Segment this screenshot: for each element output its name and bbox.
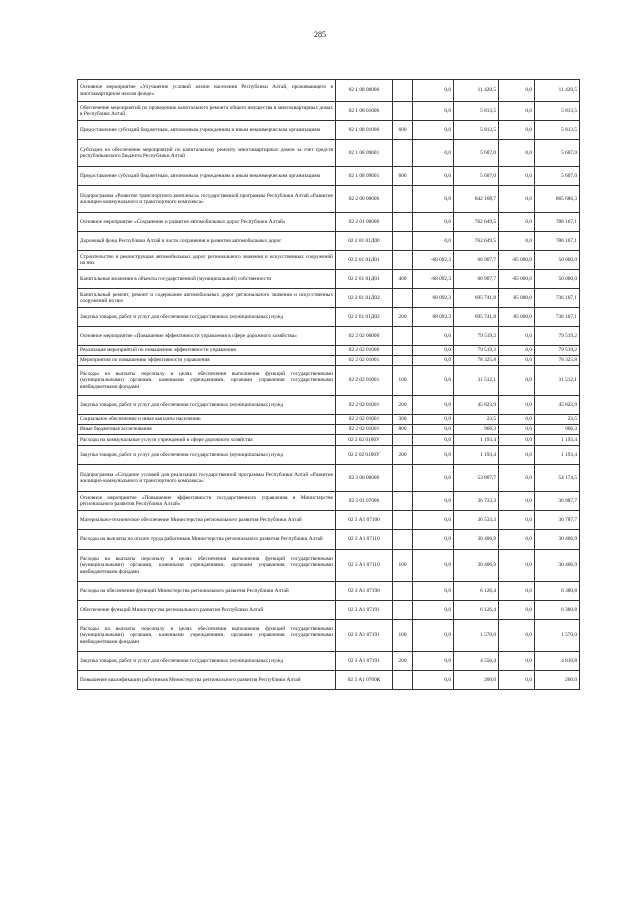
table-cell-change-1: 0,0 [413, 446, 454, 465]
table-cell-expense-type [393, 327, 413, 346]
table-cell-code: 02 2 02 01000 [336, 346, 393, 356]
table-cell-name: Реализация мероприятий по повышению эффективности управления [78, 346, 336, 356]
table-cell-amount-2: 5 607,0 [535, 140, 580, 167]
table-cell-expense-type: 200 [393, 396, 413, 415]
table-row [78, 308, 580, 327]
table-cell-amount-1: 4 556,4 [454, 652, 499, 671]
table-cell-amount-2: 5 813,5 [535, 102, 580, 121]
table-cell-amount-1: 842 168,7 [454, 186, 499, 213]
table-cell-change-1: 0,0 [413, 620, 454, 652]
table-cell-change-2: 0,0 [499, 186, 535, 213]
table-cell-amount-2: 736 167,1 [535, 289, 580, 308]
table-cell-expense-type: 300 [393, 415, 413, 425]
table-cell-change-1: 0,0 [413, 327, 454, 346]
table-cell-amount-1: 762 649,5 [454, 213, 499, 232]
table-cell-code: 02 3 А1 07191 [336, 652, 393, 671]
table-cell-amount-2: 45 823,9 [535, 396, 580, 415]
table-cell-amount-1: 1 570,0 [454, 620, 499, 652]
table-cell-amount-1: 6 126,4 [454, 601, 499, 620]
table-cell-expense-type [393, 213, 413, 232]
table-cell-amount-2: 6 380,8 [535, 582, 580, 601]
table-cell-amount-1: 5 813,5 [454, 121, 499, 140]
table-cell-name: Расходы на коммунальные услуги учреждений в сфере дорожного хозяйства [78, 435, 336, 446]
table-cell-code: 02 2 01 01Д00 [336, 232, 393, 251]
table-cell-expense-type [393, 80, 413, 102]
table-cell-name: Капитальный ремонт, ремонт и содержание автомобильных дорог регионального значения и искусственных сооружений на них [78, 289, 336, 308]
table-cell-change-1: 0,0 [413, 102, 454, 121]
table-cell-name: Подпрограмма «Создание условий для реализации государственной программы Республики Алтай «Развитие жилищно-коммунального и транспортного комплекса» [78, 465, 336, 492]
table-cell-change-2: 0,0 [499, 601, 535, 620]
table-cell-code: 02 2 01 01Д02 [336, 289, 393, 308]
table-cell-amount-2: 865 686,3 [535, 186, 580, 213]
table-cell-name: Основное мероприятие «Повышение эффективности управления в сфере дорожного хозяйства» [78, 327, 336, 346]
table-cell-change-1: 0,0 [413, 366, 454, 396]
table-cell-amount-1: 695 741,8 [454, 308, 499, 327]
table-cell-code: 02 1 08 00000 [336, 80, 393, 102]
table-cell-change-2: 0,0 [499, 213, 535, 232]
page-number: 285 [314, 30, 326, 39]
table-cell-change-2: 0,0 [499, 121, 535, 140]
table-row [78, 102, 580, 121]
table-cell-change-2: 0,0 [499, 671, 535, 690]
table-cell-amount-2: 50 000,0 [535, 270, 580, 289]
table-cell-code: 02 2 02 01001 [336, 415, 393, 425]
table-row [78, 492, 580, 511]
table-cell-amount-1: 79 519,2 [454, 346, 499, 356]
table-cell-expense-type: 100 [393, 620, 413, 652]
table-cell-change-2: 0,0 [499, 435, 535, 446]
table-cell-change-2: 0,0 [499, 492, 535, 511]
table-cell-code: 02 3 А1 07191 [336, 601, 393, 620]
table-cell-expense-type: 400 [393, 270, 413, 289]
table-cell-change-2: 0,0 [499, 232, 535, 251]
table-cell-change-2: 0,0 [499, 415, 535, 425]
table-row [78, 601, 580, 620]
table-cell-name: Расходы на обеспечение функций Министерства регионального развития Республики Алтай [78, 582, 336, 601]
table-cell-code: 02 2 01 01Д01 [336, 270, 393, 289]
table-cell-change-2: 0,0 [499, 167, 535, 186]
table-cell-amount-2: 4 810,8 [535, 652, 580, 671]
table-cell-change-1: 0,0 [413, 80, 454, 102]
table-cell-change-2: 0,0 [499, 366, 535, 396]
table-cell-code: 02 3 А1 0700К [336, 671, 393, 690]
table-cell-change-1: -68 092,3 [413, 251, 454, 270]
table-cell-expense-type [393, 492, 413, 511]
table-cell-name: Капитальные вложения в объекты государственной (муниципальной) собственности [78, 270, 336, 289]
table-cell-amount-2: 11 420,5 [535, 80, 580, 102]
table-cell-code: 02 2 01 00000 [336, 213, 393, 232]
table-cell-amount-2: 23,5 [535, 415, 580, 425]
table-row [78, 550, 580, 582]
table-cell-amount-1: 1 193,4 [454, 446, 499, 465]
table-row [78, 425, 580, 435]
table-cell-change-2: -85 000,0 [499, 270, 535, 289]
table-row [78, 366, 580, 396]
table-cell-change-2: 85 000,0 [499, 308, 535, 327]
table-cell-expense-type: 600 [393, 167, 413, 186]
table-row [78, 652, 580, 671]
table-cell-code: 02 3 А1 07191 [336, 620, 393, 652]
table-cell-expense-type: 600 [393, 121, 413, 140]
table-cell-amount-2: 1 570,0 [535, 620, 580, 652]
table-row [78, 511, 580, 530]
table-row [78, 289, 580, 308]
table-cell-expense-type [393, 102, 413, 121]
table-row [78, 465, 580, 492]
table-cell-change-1: 0,0 [413, 492, 454, 511]
table-cell-change-1: 0,0 [413, 346, 454, 356]
table-cell-expense-type [393, 186, 413, 213]
table-cell-change-2: 0,0 [499, 396, 535, 415]
table-row [78, 270, 580, 289]
table-cell-change-1: 68 092,3 [413, 308, 454, 327]
table-cell-expense-type [393, 671, 413, 690]
table-cell-amount-2: 30 406,9 [535, 530, 580, 550]
table-row [78, 186, 580, 213]
table-row [78, 530, 580, 550]
table-cell-code: 02 2 02 01001 [336, 356, 393, 366]
table-cell-code: 02 3 01 07000 [336, 492, 393, 511]
table-cell-amount-2: 736 167,1 [535, 308, 580, 327]
table-cell-amount-2: 79 519,2 [535, 327, 580, 346]
table-cell-amount-2: 200,0 [535, 671, 580, 690]
table-cell-change-2: 0,0 [499, 102, 535, 121]
table-cell-amount-2: 36 787,7 [535, 511, 580, 530]
table-cell-change-1: 0,0 [413, 582, 454, 601]
table-cell-change-2: 0,0 [499, 80, 535, 102]
table-cell-code: 02 2 02 0100У [336, 446, 393, 465]
table-cell-amount-2: 786 167,1 [535, 213, 580, 232]
table-cell-amount-2: 30 406,9 [535, 550, 580, 582]
table-row [78, 415, 580, 425]
table-row [78, 167, 580, 186]
table-cell-amount-1: 11 420,5 [454, 80, 499, 102]
table-cell-change-1: -68 092,3 [413, 270, 454, 289]
table-cell-change-2: 0,0 [499, 140, 535, 167]
table-row [78, 446, 580, 465]
table-cell-name: Социальное обеспечение и иные выплаты населению [78, 415, 336, 425]
table-cell-amount-2: 786 167,1 [535, 232, 580, 251]
table-cell-code: 02 1 08 09601 [336, 167, 393, 186]
table-cell-change-2: 0,0 [499, 511, 535, 530]
table-cell-change-2: 0,0 [499, 425, 535, 435]
table-row [78, 213, 580, 232]
table-cell-amount-2: 78 325,8 [535, 356, 580, 366]
table-row [78, 671, 580, 690]
table-cell-name: Закупка товаров, работ и услуг для обеспечения государственных (муниципальных) нужд [78, 396, 336, 415]
table-cell-name: Основное мероприятие «Улучшение условий жизни населения Республики Алтай, проживающего в многоквартирном жилом фонде» [78, 80, 336, 102]
table-cell-change-1: 0,0 [413, 167, 454, 186]
table-cell-expense-type [393, 251, 413, 270]
table-cell-change-2: 0,0 [499, 356, 535, 366]
table-cell-expense-type: 100 [393, 550, 413, 582]
table-cell-amount-1: 66 907,7 [454, 270, 499, 289]
table-cell-name: Закупка товаров, работ и услуг для обеспечения государственных (муниципальных) нужд [78, 446, 336, 465]
table-cell-change-1: 0,0 [413, 671, 454, 690]
table-cell-code: 02 2 00 00000 [336, 186, 393, 213]
table-cell-amount-2: 1 193,4 [535, 446, 580, 465]
table-cell-expense-type [393, 346, 413, 356]
table-cell-code: 02 3 А1 07190 [336, 582, 393, 601]
table-cell-expense-type: 800 [393, 425, 413, 435]
table-cell-amount-2: 50 000,0 [535, 251, 580, 270]
table-row [78, 356, 580, 366]
table-cell-change-1: 0,0 [413, 415, 454, 425]
table-cell-name: Основное мероприятие «Сохранение и развитие автомобильных дорог Республики Алтай» [78, 213, 336, 232]
budget-table [77, 79, 580, 690]
table-cell-change-1: 0,0 [413, 121, 454, 140]
table-cell-change-2: -85 000,0 [499, 251, 535, 270]
table-cell-amount-1: 23,5 [454, 415, 499, 425]
table-cell-change-1: 0,0 [413, 425, 454, 435]
table-cell-change-2: 0,0 [499, 465, 535, 492]
table-cell-name: Подпрограмма «Развитие транспортного комплекса» государственной программы Республики Алтай «Развитие жилищно-коммунального и транспортного комплекса» [78, 186, 336, 213]
table-cell-name: Повышение квалификации работников Министерства регионального развития Республики Алтай [78, 671, 336, 690]
table-cell-code: 02 2 01 01Д01 [336, 251, 393, 270]
table-cell-name: Закупка товаров, работ и услуг для обеспечения государственных (муниципальных) нужд [78, 308, 336, 327]
table-cell-change-2: 0,0 [499, 530, 535, 550]
table-cell-expense-type: 200 [393, 652, 413, 671]
table-cell-name: Дорожный фонд Республики Алтай в части сохранения и развития автомобильных дорог [78, 232, 336, 251]
table-cell-code: 02 3 00 00000 [336, 465, 393, 492]
table-cell-amount-1: 30 406,9 [454, 550, 499, 582]
table-cell-name: Обеспечение мероприятий по проведению капитального ремонта общего имущества в многоквартирных домах в Республике Алтай [78, 102, 336, 121]
table-cell-amount-2: 5 607,0 [535, 167, 580, 186]
table-cell-name: Субсидии на обеспечение мероприятий по капитальному ремонту многоквартирных домов за счет средств республиканского бюджета Республики Алтай [78, 140, 336, 167]
table-cell-expense-type [393, 140, 413, 167]
table-cell-amount-1: 5 607,0 [454, 167, 499, 186]
table-body [78, 80, 580, 690]
table-row [78, 140, 580, 167]
table-cell-expense-type: 200 [393, 308, 413, 327]
table-cell-code: 02 1 08 01000 [336, 121, 393, 140]
table-row [78, 620, 580, 652]
table-cell-name: Иные бюджетные ассигнования [78, 425, 336, 435]
table-cell-change-1: 0,0 [413, 435, 454, 446]
table-cell-amount-1: 45 823,9 [454, 396, 499, 415]
table-row [78, 346, 580, 356]
table-cell-expense-type: 200 [393, 446, 413, 465]
table-cell-amount-2: 6 380,8 [535, 601, 580, 620]
table-cell-amount-1: 66 907,7 [454, 251, 499, 270]
table-cell-amount-1: 30 406,9 [454, 530, 499, 550]
table-cell-change-2: 0,0 [499, 582, 535, 601]
table-cell-change-1: 0,0 [413, 213, 454, 232]
table-cell-name: Расходы на выплаты персоналу в целях обеспечения выполнения функций государственными (муниципальными) органами, казенными учреждениями, органами управления государственными внебюджетными фондами [78, 366, 336, 396]
table-row [78, 251, 580, 270]
table-cell-code: 02 3 А1 07100 [336, 511, 393, 530]
table-row [78, 435, 580, 446]
table-row [78, 121, 580, 140]
table-cell-change-1: 0,0 [413, 601, 454, 620]
table-cell-change-1: 0,0 [413, 550, 454, 582]
table-cell-expense-type [393, 232, 413, 251]
table-cell-amount-1: 6 126,4 [454, 582, 499, 601]
table-cell-amount-1: 695 741,8 [454, 289, 499, 308]
table-cell-change-2: 0,0 [499, 652, 535, 671]
table-row [78, 582, 580, 601]
table-cell-change-1: 0,0 [413, 186, 454, 213]
table-cell-change-1: 0,0 [413, 530, 454, 550]
table-cell-amount-1: 762 649,5 [454, 232, 499, 251]
table-cell-expense-type: 100 [393, 366, 413, 396]
table-cell-change-2: 85 000,0 [499, 289, 535, 308]
table-row [78, 396, 580, 415]
table-cell-expense-type [393, 289, 413, 308]
table-cell-name: Основное мероприятие «Повышение эффективности государственного управления в Министерстве регионального развития Республики Алтай» [78, 492, 336, 511]
table-cell-amount-1: 1 193,4 [454, 435, 499, 446]
table-cell-expense-type [393, 465, 413, 492]
table-cell-amount-2: 79 519,2 [535, 346, 580, 356]
table-cell-expense-type [393, 582, 413, 601]
table-cell-amount-1: 53 807,7 [454, 465, 499, 492]
table-cell-code: 02 2 01 01Д02 [336, 308, 393, 327]
table-cell-name: Расходы на выплаты по оплате труда работников Министерства регионального развития Республики Алтай [78, 530, 336, 550]
table-cell-name: Закупка товаров, работ и услуг для обеспечения государственных (муниципальных) нужд [78, 652, 336, 671]
table-cell-amount-2: 1 193,4 [535, 435, 580, 446]
table-cell-name: Расходы на выплаты персоналу в целях обеспечения выполнения функций государственными (муниципальными) органами, казенными учреждениями, органами управления государственными внебюджетными фондами [78, 620, 336, 652]
table-cell-expense-type [393, 601, 413, 620]
table-cell-amount-2: 5 813,5 [535, 121, 580, 140]
table-row [78, 80, 580, 102]
table-cell-change-2: 0,0 [499, 346, 535, 356]
table-cell-expense-type [393, 530, 413, 550]
table-cell-change-2: 0,0 [499, 446, 535, 465]
table-cell-code: 02 2 02 01001 [336, 366, 393, 396]
table-cell-expense-type [393, 356, 413, 366]
table-cell-code: 02 3 А1 07110 [336, 530, 393, 550]
table-cell-change-1: 0,0 [413, 511, 454, 530]
table-cell-change-1: 0,0 [413, 652, 454, 671]
table-cell-change-1: 68 092,3 [413, 289, 454, 308]
table-cell-amount-1: 5 607,0 [454, 140, 499, 167]
table-cell-expense-type [393, 435, 413, 446]
table-cell-name: Предоставление субсидий бюджетным, автономным учреждениям и иным некоммерческим организациям [78, 167, 336, 186]
table-cell-change-2: 0,0 [499, 550, 535, 582]
table-cell-code: 02 1 08 01000 [336, 102, 393, 121]
table-cell-change-1: 0,0 [413, 396, 454, 415]
table-cell-change-2: 0,0 [499, 327, 535, 346]
table-cell-name: Материально-техническое обеспечение Министерства регионального развития Республики Алтай [78, 511, 336, 530]
table-cell-change-1: 0,0 [413, 232, 454, 251]
table-cell-name: Мероприятия по повышению эффективности управления [78, 356, 336, 366]
table-cell-code: 02 2 02 01001 [336, 396, 393, 415]
table-cell-amount-1: 5 813,5 [454, 102, 499, 121]
table-cell-amount-1: 36 733,3 [454, 492, 499, 511]
table-row [78, 232, 580, 251]
table-cell-expense-type [393, 511, 413, 530]
table-cell-amount-2: 31 512,1 [535, 366, 580, 396]
table-cell-amount-2: 36 987,7 [535, 492, 580, 511]
table-cell-amount-1: 36 533,3 [454, 511, 499, 530]
table-cell-change-2: 0,0 [499, 620, 535, 652]
table-cell-name: Строительство и реконструкция автомобильных дорог регионального значения и искусственных сооружений на них [78, 251, 336, 270]
table-cell-name: Обеспечение функций Министерства регионального развития Республики Алтай [78, 601, 336, 620]
table-cell-change-1: 0,0 [413, 465, 454, 492]
table-row [78, 327, 580, 346]
table-cell-change-1: 0,0 [413, 356, 454, 366]
table-cell-code: 02 2 02 01001 [336, 425, 393, 435]
table-cell-amount-1: 966,3 [454, 425, 499, 435]
table-cell-change-1: 0,0 [413, 140, 454, 167]
table-cell-code: 02 1 08 09601 [336, 140, 393, 167]
table-cell-amount-1: 78 325,8 [454, 356, 499, 366]
table-cell-amount-1: 200,0 [454, 671, 499, 690]
table-cell-code: 02 2 02 0100У [336, 435, 393, 446]
table-cell-code: 02 2 02 00000 [336, 327, 393, 346]
table-cell-amount-2: 966,3 [535, 425, 580, 435]
table-cell-name: Расходы на выплаты персоналу в целях обеспечения выполнения функций государственными (муниципальными) органами, казенными учреждениями, органами управления государственными внебюджетными фондами [78, 550, 336, 582]
table-cell-code: 02 3 А1 07110 [336, 550, 393, 582]
table-cell-name: Предоставление субсидий бюджетным, автономным учреждениям и иным некоммерческим организациям [78, 121, 336, 140]
table-cell-amount-1: 31 512,1 [454, 366, 499, 396]
table-cell-amount-1: 79 519,2 [454, 327, 499, 346]
table-cell-amount-2: 54 174,5 [535, 465, 580, 492]
